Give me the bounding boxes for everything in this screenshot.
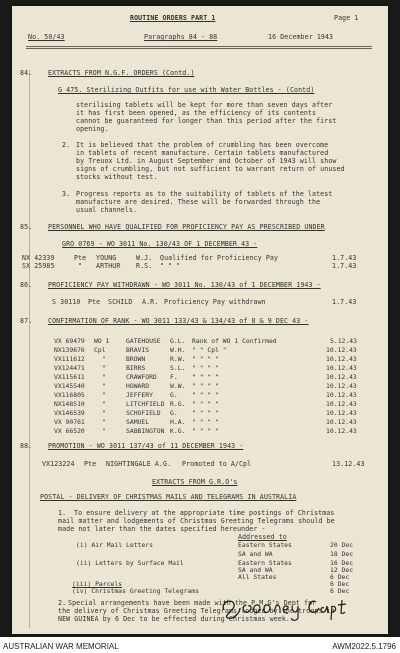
- table-row: [76, 573, 366, 580]
- initials: W.H.: [170, 346, 186, 354]
- paragraph-number: 85.: [20, 223, 33, 231]
- mail-type: (ii) Letters by Surface Mail: [76, 559, 184, 567]
- initials: R.S.: [136, 262, 153, 270]
- surname: JEFFERY: [126, 391, 153, 399]
- text-line: To ensure delivery at the appropriate time postings of Christmas: [74, 509, 335, 517]
- initials: K.G.: [170, 427, 186, 435]
- mail-type: (iii) Parcels: [72, 580, 123, 588]
- table-row: [54, 409, 376, 418]
- table-row: [54, 427, 376, 436]
- table-row: [76, 559, 366, 566]
- surname: ARTHUR: [96, 262, 121, 270]
- rank: ": [78, 262, 83, 270]
- text-line: NEW GUINEA by 6 Dec to be effected during Christmas week.: [58, 615, 290, 623]
- surname: HOWARD: [126, 382, 150, 390]
- text-line: in tablets of recent manufacture. Certain tablets manufactured: [76, 149, 329, 157]
- entry-date: 1.7.43: [332, 262, 357, 270]
- service-number: VX124471: [54, 364, 85, 372]
- text-line: stocks without test.: [76, 173, 158, 181]
- entry-date: 10.12.43: [326, 400, 357, 408]
- paragraph-number: 86.: [20, 281, 33, 289]
- section-heading: PROMOTION - WO 3011 137/43 of 11 DECEMBER 1943 -: [48, 442, 244, 450]
- extracts-heading: EXTRACTS FROM G.R.O's: [152, 478, 238, 486]
- header-divider: [26, 48, 372, 49]
- text-line: it has first been opened, as the efficiency of its contents: [76, 109, 317, 117]
- order-date: 16 December 1943: [268, 33, 334, 41]
- surname: SCHOFIELD: [126, 409, 161, 417]
- table-row: [54, 382, 376, 391]
- item-number: 2.: [62, 141, 71, 149]
- initials: G.: [170, 409, 178, 417]
- table-row: [54, 337, 376, 346]
- entry-date: 10.12.43: [326, 364, 357, 372]
- entry-date: 10.12.43: [326, 373, 357, 381]
- deadline: 20 Dec: [330, 541, 354, 549]
- entry-date: 13.12.43: [332, 460, 365, 468]
- table-row: [54, 355, 376, 364]
- section-heading: PERSONNEL WHO HAVE QUALIFIED FOR PROFICIENCY PAY AS PRESCRIBED UNDER: [48, 223, 325, 231]
- addressed-to-label: Addressed to: [238, 533, 287, 541]
- subsection-heading: GRO 0769 - WO 3011 No. 130/43 OF 1 DECEMBER 43 -: [62, 240, 258, 248]
- surname: NIGHTINGALE A.G.: [106, 460, 172, 468]
- initials: A.R.: [142, 298, 159, 306]
- entry-text: " " " ": [192, 409, 219, 417]
- service-number: VX 69479: [54, 337, 85, 345]
- initials: G.: [170, 391, 178, 399]
- text-line: It is believed that the problem of crumbling has been overcome: [76, 141, 329, 149]
- paragraph-number: 87.: [20, 317, 33, 325]
- table-row: [54, 418, 376, 427]
- item-number: 3.: [62, 190, 71, 198]
- initials: R.W.: [170, 355, 186, 363]
- entry-text: Promoted to A/Cpl: [182, 460, 252, 468]
- archive-footer: [0, 640, 400, 653]
- surname: BIRRS: [126, 364, 146, 372]
- deadline: 18 Dec: [330, 550, 354, 558]
- rank: Cpl: [94, 346, 106, 354]
- service-number: VX123224: [42, 460, 75, 468]
- rank: ": [102, 409, 106, 417]
- rank: ": [102, 373, 106, 381]
- entry-date: 10.12.43: [326, 346, 357, 354]
- entry-date: 1.7.43: [332, 298, 357, 306]
- entry-text: Rank of WO 1 Confirmed: [192, 337, 277, 345]
- destination: Eastern States: [238, 559, 292, 567]
- rank: WO 1: [94, 337, 110, 345]
- archive-reference: AWM2022.5.1796: [332, 642, 396, 651]
- service-number: VX 66520: [54, 427, 85, 435]
- entry-text: " " " ": [192, 427, 219, 435]
- text-line: manufacture are desired. These will be forwarded through the: [76, 198, 321, 206]
- signature: [218, 588, 368, 622]
- surname: CRAWFORD: [126, 373, 157, 381]
- mail-type: (i) Air Mail Letters: [76, 541, 153, 549]
- rank: ": [102, 382, 106, 390]
- document-title: ROUTINE ORDERS PART 1: [130, 14, 216, 22]
- entry-text: " " Cpl ": [192, 346, 227, 354]
- service-number: VX 90761: [54, 418, 85, 426]
- deadline: 6 Dec: [330, 580, 350, 588]
- entry-date: 10.12.43: [326, 382, 357, 390]
- rank: ": [102, 391, 106, 399]
- rank: ": [102, 418, 106, 426]
- header-divider: [26, 46, 372, 47]
- text-line: usual channels.: [76, 206, 138, 214]
- postal-dates-table: [72, 541, 366, 595]
- entry-text: " " " ": [192, 391, 219, 399]
- initials: G.L.: [170, 337, 186, 345]
- initials: R.G.: [170, 400, 186, 408]
- destination: SA and WA: [238, 550, 273, 558]
- paragraph-number: 88.: [20, 442, 33, 450]
- surname: LITCHFIELD: [126, 400, 165, 408]
- surname: YOUNG: [96, 254, 117, 262]
- service-number: VX111612: [54, 355, 85, 363]
- entry-text: " " " ": [192, 418, 219, 426]
- entry-date: 10.12.43: [326, 418, 357, 426]
- mail-type: (iv) Christmas Greeting Telegrams: [72, 587, 199, 595]
- surname: GATEHOUSE: [126, 337, 161, 345]
- deadline: 6 Dec: [330, 573, 350, 581]
- entry-date: 10.12.43: [326, 391, 357, 399]
- surname: BRAVIS: [126, 346, 150, 354]
- service-number: VX115611: [54, 373, 85, 381]
- table-row: [54, 364, 376, 373]
- deadline: 16 Dec: [330, 559, 354, 567]
- destination: All States: [238, 573, 277, 581]
- service-number: S 30110: [52, 298, 81, 306]
- item-number: 1.: [58, 509, 67, 517]
- service-number: VX145540: [54, 382, 85, 390]
- postal-heading: POSTAL - DELIVERY OF CHRISTMAS MAILS AND TELEGRAMS IN AUSTRALIA: [40, 493, 297, 501]
- service-number: VX116805: [54, 391, 85, 399]
- surname: BROWN: [126, 355, 146, 363]
- surname: SAMUEL: [126, 418, 150, 426]
- text-line: Progress reports as to the suitability of tablets of the latest: [76, 190, 333, 198]
- entry-text: Qualified for Proficiency Pay: [160, 254, 279, 262]
- table-row: [76, 541, 366, 550]
- paragraph-number: 84.: [20, 69, 33, 77]
- entry-text: " " ": [160, 262, 181, 270]
- text-line: the delivery of Christmas Greeting Telegrams lodged by the troops in: [58, 607, 335, 615]
- orders-number: No. 50/43: [28, 33, 65, 41]
- archive-name: AUSTRALIAN WAR MEMORIAL: [3, 642, 119, 651]
- entry-text: " " " ": [192, 400, 219, 408]
- entry-date: 10.12.43: [326, 427, 357, 435]
- text-line: sterilising tablets will be kept for more than seven days after: [76, 101, 333, 109]
- entry-text: " " " ": [192, 364, 219, 372]
- table-row: [54, 391, 376, 400]
- entry-date: 5.12.43: [330, 337, 357, 345]
- initials: F.: [170, 373, 178, 381]
- entry-text: " " " ": [192, 373, 219, 381]
- rank: ": [102, 355, 106, 363]
- service-number: NX148510: [54, 400, 85, 408]
- initials: W.J.: [136, 254, 153, 262]
- text-line: opening.: [76, 125, 109, 133]
- surname: SCHILD: [108, 298, 133, 306]
- rank: ": [102, 400, 106, 408]
- text-line: Special arrangements have been made with the P.M.G's Dept for: [68, 599, 317, 607]
- rank: Pte: [84, 460, 97, 468]
- entry-text: " " " ": [192, 355, 219, 363]
- deadline: 12 Dec: [330, 566, 354, 574]
- entry-text: Proficiency Pay withdrawn: [164, 298, 266, 306]
- service-number: SX 25985: [22, 262, 55, 270]
- table-row: [54, 346, 376, 355]
- section-heading: EXTRACTS FROM N.G.F. ORDERS (Contd.): [48, 69, 195, 77]
- text-line: made not later than the dates specified hereunder -: [58, 525, 266, 533]
- rank: Pte: [88, 298, 101, 306]
- initials: H.A.: [170, 418, 186, 426]
- entry-date: 10.12.43: [326, 355, 357, 363]
- text-line: mail matter and lodgements of Christmas Greeting Telegrams should be: [58, 517, 335, 525]
- table-row: [76, 566, 366, 573]
- rank: ": [102, 427, 106, 435]
- table-row: [54, 400, 376, 409]
- section-heading: PROFICIENCY PAY WITHDRAWN - WO 3011 No. 130/43 of 1 DECEMBER 1943 -: [48, 281, 321, 289]
- text-line: cannot be guaranteed for longer than this period after the first: [76, 117, 337, 125]
- table-row: [72, 580, 366, 588]
- item-number: 2.: [58, 599, 67, 607]
- destination: SA and WA: [238, 566, 273, 574]
- table-row: [76, 550, 366, 559]
- destination: Eastern States: [238, 541, 292, 549]
- service-number: NX139676: [54, 346, 85, 354]
- entry-text: " " " ": [192, 382, 219, 390]
- rank: ": [102, 364, 106, 372]
- table-row: [54, 373, 376, 382]
- page-number: Page 1: [334, 14, 359, 22]
- initials: W.W.: [170, 382, 186, 390]
- section-heading: CONFIRMATION OF RANK - WO 3011 133/43 & 134/43 of 8 & 9 DEC 43 -: [48, 317, 309, 325]
- entry-date: 10.12.43: [326, 409, 357, 417]
- initials: S.L.: [170, 364, 186, 372]
- service-number: NX 42339: [22, 254, 55, 262]
- document-page: [12, 6, 388, 634]
- deadline: 6 Dec: [330, 587, 350, 595]
- margin-rule: [29, 70, 30, 628]
- text-line: by Treuox Ltd. in August September and October of 1943 will show: [76, 157, 337, 165]
- text-line: signs of crumbling, but not sufficient to warrant return of unused: [76, 165, 345, 173]
- subsection-heading: G 475. Sterilizing Outfits for use with Water Bottles - (Contd): [58, 86, 315, 94]
- service-number: VX146539: [54, 409, 85, 417]
- confirmation-table: [54, 337, 376, 436]
- paragraphs-range: Paragraphs 84 - 88: [144, 33, 218, 41]
- surname: SABBINGTON: [126, 427, 165, 435]
- entry-date: 1.7.43: [332, 254, 357, 262]
- rank: Pte: [74, 254, 87, 262]
